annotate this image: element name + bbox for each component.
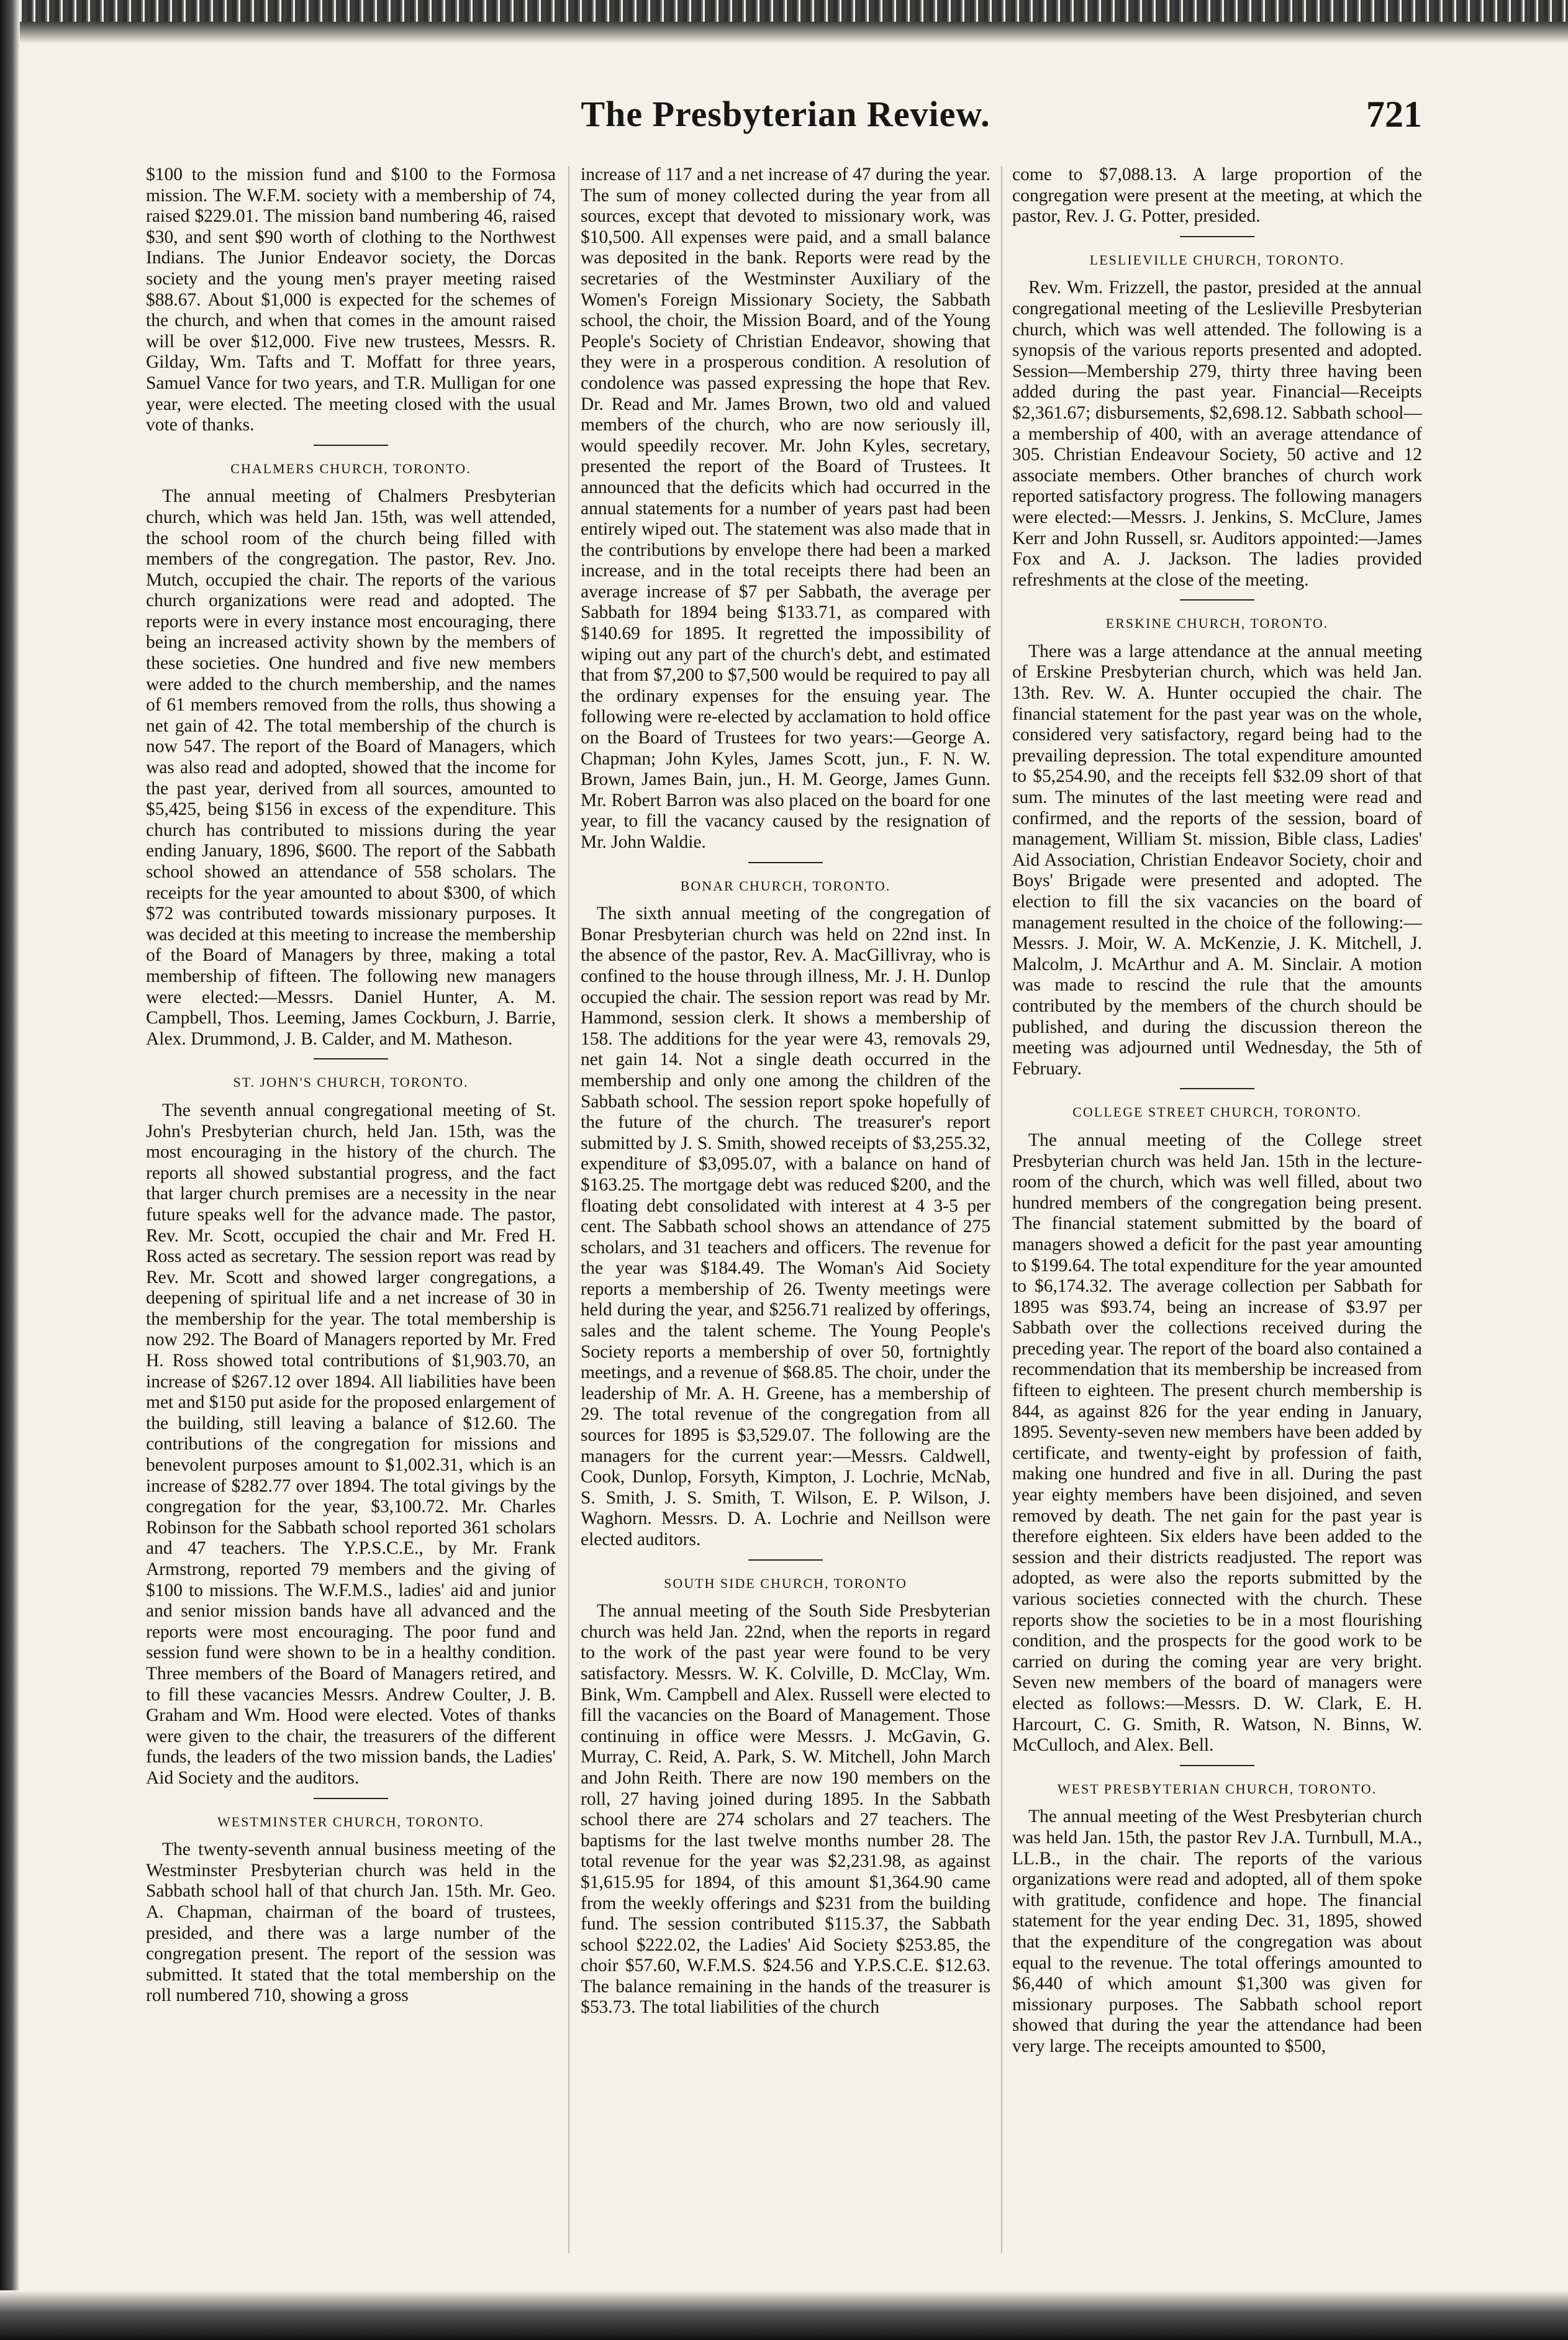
section-heading: SOUTH SIDE CHURCH, TORONTO	[664, 1575, 907, 1591]
paragraph: The seventh annual congregational meeting of St. John's Presbyterian church, held Jan. 15th, was the most encouraging in the history of the church. The reports all showed substantial progress, and the fact that larger church premises are a necessity in the near future speaks well for the advance made. The pastor, Rev. Mr. Scott, occupied the chair and Mr. Fred H. Ross acted as secretary. The session report was read by Rev. Mr. Scott and showed larger congregations, a deepening of spiritual life and a net increase of 30 in the membership for the year. The total membership is now 292. The Board of Managers reported by Mr. Fred H. Ross showed total contributions of $1,903.70, an increase of $267.12 over 1894. All liabilities have been met and $150 put aside for the proposed enlargement of the building, still leaving a balance of $12.60. The contributions of the congregation for missions and benevolent purposes amount to $1,002.31, which is an increase of $282.77 over 1894. The total givings by the congregation for the year, $3,100.72. Mr. Charles Robinson for the Sabbath school reported 361 scholars and 47 teachers. The Y.P.S.C.E., by Mr. Frank Armstrong, reported 79 members and the giving of $100 to missions. The W.F.M.S., ladies' aid and junior and senior mission bands have all advanced and the reports were most encouraging. The poor fund and session fund were shown to be in a healthy condition. Three members of the Board of Managers retired, and to fill these vacancies Messrs. Andrew Coulter, J. B. Graham and Wm. Hood were elected. Votes of thanks were given to the chair, the treasurers of the different funds, the leaders of the two mission bands, the Ladies' Aid Society and the auditors.	[146, 1100, 556, 1788]
scan-top-edge	[0, 0, 1568, 43]
paragraph: The annual meeting of Chalmers Presbyterian church, which was held Jan. 15th, was well attended, the school room of the church being filled with members of the congregation. The pastor, Rev. Jno. Mutch, occupied the chair. The reports of the various church organizations were read and adopted. The reports were in every instance most encouraging, there being an increased activity shown by the members of these societies. One hundred and five new members were added to the church membership, and the names of 61 members removed from the rolls, thus showing a net gain of 42. The total membership of the church is now 547. The report of the Board of Managers, which was also read and adopted, showed that the income for the past year, derived from all sources, amounted to $5,425, being $156 in excess of the expenditure. This church has contributed to missions during the year ending January, 1896, $600. The report of the Sabbath school showed an attendance of 558 scholars. The receipts for the year amounted to about $300, of which $72 was contributed towards missionary purposes. It was decided at this meeting to increase the membership of the Board of Managers by three, making a total membership of fifteen. The following new managers were elected:—Messrs. Daniel Hunter, A. M. Campbell, Thos. Leeming, James Cockburn, J. Barrie, Alex. Drummond, J. B. Calder, and M. Matheson.	[146, 486, 556, 1049]
section-rule	[748, 1559, 823, 1561]
paragraph: The twenty-seventh annual business meeting of the Westminster Presbyterian church was held in the Sabbath school hall of that church Jan. 15th. Mr. Geo. A. Chapman, chairman of the board of trustees, presided, and there was a large number of the congregation present. The report of the session was submitted. It stated that the total membership on the roll numbered 710, showing a gross	[146, 1839, 556, 2006]
scan-left-edge	[0, 0, 20, 2340]
section-heading: ST. JOHN'S CHURCH, TORONTO.	[233, 1074, 469, 1091]
section-rule	[1180, 1765, 1254, 1766]
page-number: 721	[1366, 94, 1422, 135]
section-rule	[1180, 599, 1254, 601]
section-heading: LESLIEVILLE CHURCH, TORONTO.	[1089, 252, 1345, 268]
paragraph: The annual meeting of the College street Presbyterian church was held Jan. 15th in the lecture-room of the church, which was well filled, about two hundred members of the congregation being present. The financial statement submitted by the board of managers showed a deficit for the past year amounting to $199.64. The total expenditure for the year amounted to $6,174.32. The average collection per Sabbath for 1895 was $93.74, being an increase of $3.97 per Sabbath over the collections received during the preceding year. The report of the board also contained a recommendation that its membership be increased from fifteen to eighteen. The present church membership is 844, as against 826 for the year ending in January, 1895. Seventy-seven new members have been added by certificate, and twenty-eight by profession of faith, making one hundred and five in all. During the past year eighty members have been disjoined, and seven removed by death. The net gain for the past year is therefore eighteen. Six elders have been added to the session and their districts readjusted. The report was adopted, as were also the reports submitted by the various societies connected with the church. These reports show the societies to be in a most flourishing condition, and the prospects for the good work to be carried on during the coming year are very bright. Seven new members of the board of managers were elected as follows:—Messrs. D. W. Clark, E. H. Harcourt, C. G. Smith, R. Watson, N. Binns, W. McCulloch, and Alex. Bell.	[1012, 1130, 1422, 1756]
column-divider	[568, 166, 569, 2253]
paragraph: The annual meeting of the South Side Presbyterian church was held Jan. 22nd, when the reports in regard to the work of the past year were found to be very satisfactory. Messrs. W. K. Colville, D. McClay, Wm. Bink, Wm. Campbell and Alex. Russell were elected to fill the vacancies on the Board of Management. Those continuing in office were Messrs. J. McGavin, G. Murray, C. Reid, A. Park, S. W. Mitchell, John March and John Reith. There are now 190 members on the roll, 27 having joined during 1895. In the Sabbath school there are 274 scholars and 27 teachers. The baptisms for the last twelve months number 28. The total revenue for the year was $2,231.98, as against $1,615.95 for 1894, of this amount $1,364.90 came from the weekly offerings and $231 from the building fund. The session contributed $115.37, the Sabbath school $222.02, the Ladies' Aid Society $253.85, the choir $57.60, W.F.M.S. $24.56 and Y.P.S.C.E. $12.63. The balance remaining in the hands of the treasurer is $53.73. The total liabilities of the church	[581, 1601, 990, 2018]
section-rule	[1180, 1088, 1254, 1089]
paragraph: Rev. Wm. Frizzell, the pastor, presided at the annual congregational meeting of the Leslieville Presbyterian church, which was well attended. The following is a synopsis of the various reports presented and adopted. Session—Membership 279, thirty three having been added during the past year. Financial—Receipts $2,361.67; disbursements, $2,698.12. Sabbath school—a membership of 400, with an average attendance of 305. Christian Endeavour Society, 50 active and 12 associate members. Other branches of church work reported satisfactory progress. The following managers were elected:—Messrs. J. Jenkins, S. McClure, James Kerr and John Russell, sr. Auditors appointed:—James Fox and A. J. Jackson. The ladies provided refreshments at the close of the meeting.	[1012, 278, 1422, 590]
page-header	[149, 93, 1422, 149]
section-rule	[314, 1058, 388, 1059]
section-heading: BONAR CHURCH, TORONTO.	[680, 878, 891, 894]
paragraph: The annual meeting of the West Presbyterian church was held Jan. 15th, the pastor Rev J.A. Turnbull, M.A., LL.B., in the chair. The reports of the various organizations were read and adopted, all of them spoke with gratitude, confidence and hope. The financial statement for the year ending Dec. 31, 1895, showed that the expenditure of the congregation was about equal to the revenue. The total offerings amounted to $6,440 of which amount $1,300 was given for missionary purposes. The Sabbath school report showed that during the year the attendance had been very large. The receipts amounted to $500,	[1012, 1807, 1422, 2056]
section-rule	[748, 862, 823, 863]
section-heading: WESTMINSTER CHURCH, TORONTO.	[217, 1813, 485, 1830]
text-column-2	[581, 165, 990, 2257]
paragraph: The sixth annual meeting of the congregation of Bonar Presbyterian church was held on 22nd inst. In the absence of the pastor, Rev. A. MacGillivray, who is confined to the house through illness, Mr. J. H. Dunlop occupied the chair. The session report was read by Mr. Hammond, session clerk. It shows a membership of 158. The additions for the year were 43, removals 29, net gain 14. Not a single death occurred in the membership and only one among the children of the Sabbath school. The session report spoke hopefully of the future of the church. The treasurer's report submitted by J. S. Smith, showed receipts of $3,255.32, expenditure of $3,095.07, with a balance on hand of $163.25. The mortgage debt was reduced $200, and the floating debt consolidated with interest at 4 3-5 per cent. The Sabbath school shows an attendance of 275 scholars, and 31 teachers and officers. The revenue for the year was $184.49. The Woman's Aid Society reports a membership of 26. Twenty meetings were held during the year, and $256.71 realized by offerings, sales and the talent scheme. The Young People's Society reports a membership of over 50, fortnightly meetings, and a revenue of $68.85. The choir, under the leadership of Mr. A. H. Greene, has a membership of 29. The total revenue of the congregation from all sources for 1895 is $3,529.07. The following are the managers for the current year:—Messrs. Caldwell, Cook, Dunlop, Forsyth, Kimpton, J. Lochrie, McNab, S. Smith, J. S. Smith, T. Wilson, E. P. Wilson, J. Waghorn. Messrs. D. A. Lochrie and Neillson were elected auditors.	[581, 904, 990, 1549]
running-title: The Presbyterian Review.	[581, 94, 990, 134]
paragraph: $100 to the mission fund and $100 to the Formosa mission. The W.F.M. society with a membership of 74, raised $229.01. The mission band numbering 46, raised $30, and sent $90 worth of clothing to the Northwest Indians. The Junior Endeavor society, the Dorcas society and the young men's prayer meeting raised $88.67. About $1,000 is expected for the schemes of the church, and when that comes in the amount raised will be over $12,000. Five new trustees, Messrs. R. Gilday, Wm. Tafts and T. Moffatt for three years, Samuel Vance for two years, and T.R. Mulligan for one year, were elected. The meeting closed with the usual vote of thanks.	[146, 165, 556, 435]
section-heading: ERSKINE CHURCH, TORONTO.	[1105, 615, 1329, 632]
paragraph: There was a large attendance at the annual meeting of Erskine Presbyterian church, which was held Jan. 13th. Rev. W. A. Hunter occupied the chair. The financial statement for the past year was on the whole, considered very satisfactory, regard being had to the prevailing depression. The total expenditure amounted to $5,254.90, and the receipts fell $32.09 short of that sum. The minutes of the last meeting were read and confirmed, and the reports of the session, board of management, William St. mission, Bible class, Ladies' Aid Association, Christian Endeavor Society, choir and Boys' Brigade were presented and adopted. The election to fill the six vacancies on the board of management resulted in the choice of the following:—Messrs. J. Moir, W. A. McKenzie, J. K. Mitchell, J. Malcolm, J. McArthur and A. M. Sinclair. A motion was made to rescind the rule that the amounts contributed by the members of the church should be published, and during the discussion thereon the meeting was adjourned until Wednesday, the 5th of February.	[1012, 641, 1422, 1079]
scan-bottom-edge	[0, 2290, 1568, 2340]
section-heading: CHALMERS CHURCH, TORONTO.	[230, 460, 471, 476]
paragraph: come to $7,088.13. A large proportion of the congregation were present at the meeting, at which the pastor, Rev. J. G. Potter, presided.	[1012, 165, 1422, 227]
section-rule	[314, 1798, 388, 1799]
text-column-1	[146, 165, 556, 2257]
paragraph: increase of 117 and a net increase of 47 during the year. The sum of money collected during the year from all sources, except that devoted to missionary work, was $10,500. All expenses were paid, and a small balance was deposited in the bank. Reports were read by the secretaries of the Westminster Auxiliary of the Women's Foreign Missionary Society, the Sabbath school, the choir, the Mission Board, and of the Young People's Society of Christian Endeavor, showing that they were in a prosperous condition. A resolution of condolence was passed expressing the hope that Rev. Dr. Read and Mr. James Brown, two old and valued members of the church, who are now seriously ill, would speedily recover. Mr. John Kyles, secretary, presented the report of the Board of Trustees. It announced that the deficits which had occurred in the annual statements for a number of years past had been entirely wiped out. The statement was also made that in the contributions by envelope there had been a marked increase, and in the total receipts there had been an average increase of $7 per Sabbath, the average per Sabbath for 1894 being $133.71, as compared with $140.69 for 1895. It regretted the impossibility of wiping out any part of the church's debt, and estimated that from $7,200 to $7,500 would be required to pay all the ordinary expenses for the ensuing year. The following were re-elected by acclamation to hold office on the Board of Trustees for two years:—George A. Chapman; John Kyles, James Scott, jun., F. N. W. Brown, James Bain, jun., H. M. George, James Gunn. Mr. Robert Barron was also placed on the board for one year, to fill the vacancy caused by the resignation of Mr. John Waldie.	[581, 165, 990, 852]
section-rule	[314, 445, 388, 446]
section-heading: COLLEGE STREET CHURCH, TORONTO.	[1072, 1104, 1362, 1120]
section-heading: WEST PRESBYTERIAN CHURCH, TORONTO.	[1057, 1780, 1377, 1797]
column-divider	[1001, 166, 1002, 2253]
text-column-3	[1012, 165, 1422, 2257]
section-rule	[1180, 236, 1254, 237]
